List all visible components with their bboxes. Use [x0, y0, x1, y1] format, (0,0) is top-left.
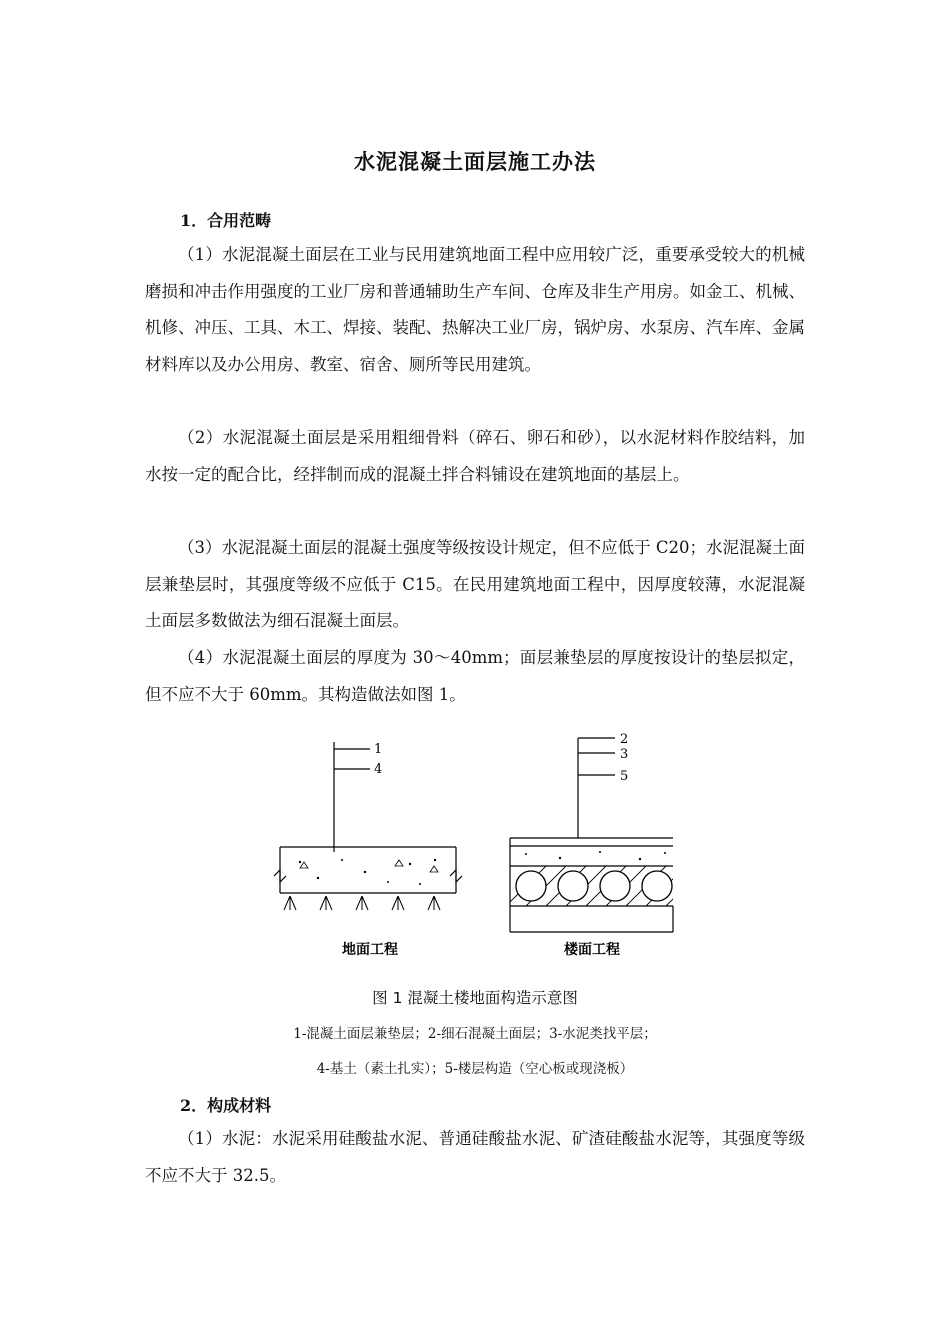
section-1-heading: 1．合用范畴: [180, 211, 272, 230]
section-2-paragraph-1: （1）水泥：水泥采用硅酸盐水泥、普通硅酸盐水泥、矿渣硅酸盐水泥等，其强度等级不应不大于 32.5。: [145, 1129, 805, 1185]
figure-note-1: 1-混凝土面层兼垫层；2-细石混凝土面层；3-水泥类找平层；: [293, 1026, 657, 1042]
figure-note-2: 4-基土（素土扎实）；5-楼层构造（空心板或现浇板）: [316, 1061, 634, 1077]
section-2-heading: 2．构成材料: [180, 1096, 272, 1115]
section-1-paragraph-1: （1）水泥混凝土面层在工业与民用建筑地面工程中应用较广泛，重要承受较大的机械磨损和冲击作用强度的工业厂房和普通辅助生产车间、仓库及非生产用房。如金工、机械、机修、冲压、工具、木工、焊接、装配、热解决工业厂房，锅炉房、水泵房、汽车库、金属材料库以及办公用房、教室、宿舍、厕所等民用建筑。: [145, 245, 805, 374]
callout-label: 2: [620, 732, 629, 747]
upper-floor-diagram: [506, 738, 690, 932]
callout-label: 5: [620, 769, 629, 784]
figure-caption: 图 1 混凝土楼地面构造示意图: [372, 989, 578, 1007]
ground-floor-diagram: [274, 742, 462, 910]
section-1-paragraph-2: （2）水泥混凝土面层是采用粗细骨料（碎石、卵石和砂），以水泥材料作胶结料，加水按一定的配合比，经拌制而成的混凝土拌合料铺设在建筑地面的基层上。: [145, 428, 805, 484]
upper-floor-label: 楼面工程: [564, 942, 620, 958]
callout-label: 3: [620, 747, 629, 762]
callout-label: 4: [374, 762, 383, 777]
construction-diagram: [270, 732, 690, 964]
page-title: 水泥混凝土面层施工办法: [354, 149, 596, 174]
section-1-paragraph-3: （3）水泥混凝土面层的混凝土强度等级按设计规定，但不应低于 C20；水泥混凝土面层兼垫层时，其强度等级不应低于 C15。在民用建筑地面工程中，因厚度较薄，水泥混凝土面层多数做法为细石混凝土面层。: [145, 538, 805, 630]
section-1-paragraph-4: （4）水泥混凝土面层的厚度为 30～40mm；面层兼垫层的厚度按设计的垫层拟定，但不应不大于 60mm。其构造做法如图 1。: [145, 648, 805, 704]
ground-floor-label: 地面工程: [342, 942, 398, 958]
callout-label: 1: [374, 742, 383, 757]
